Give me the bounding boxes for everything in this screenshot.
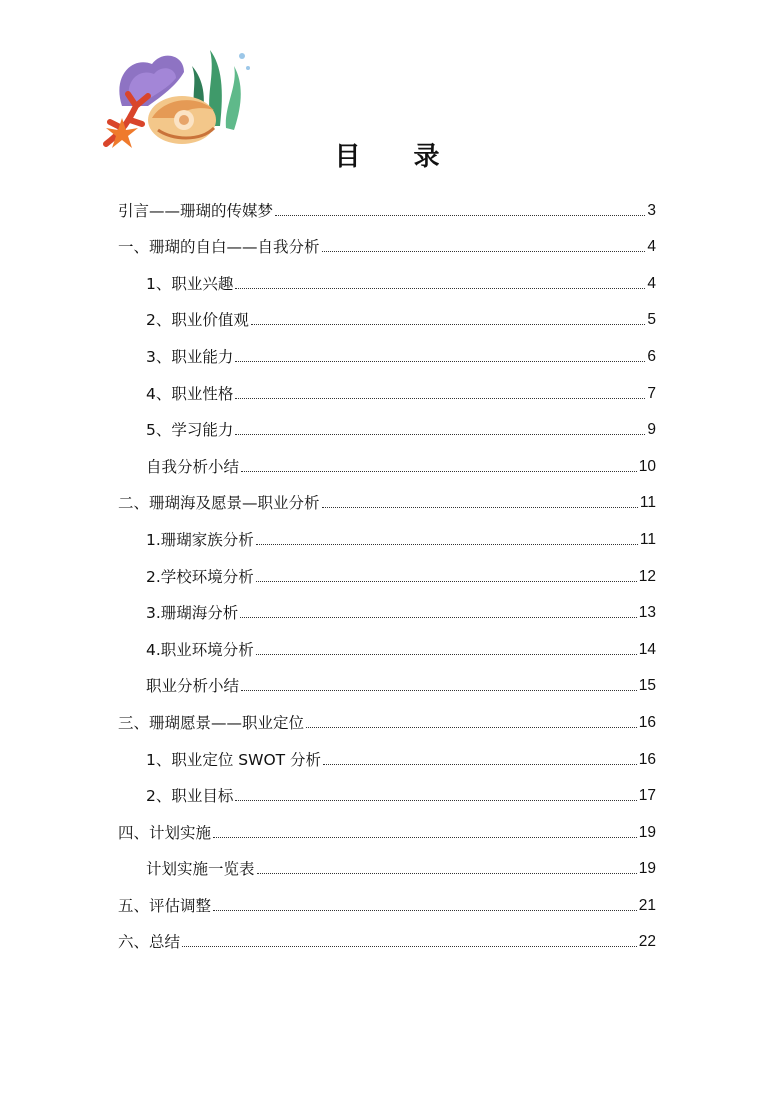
toc-entry-page-number: 10	[638, 457, 656, 475]
toc-entry-page-number: 16	[638, 713, 656, 731]
toc-entry[interactable]	[118, 696, 656, 733]
toc-entry-label: 2、职业目标	[146, 787, 234, 806]
toc-entry-label: 3.珊瑚海分析	[146, 604, 239, 623]
toc-entry-label: 5、学习能力	[146, 421, 234, 440]
toc-entry-page-number: 15	[638, 677, 656, 695]
toc-entry-page-number: 4	[647, 274, 656, 292]
toc-entry-page-number: 7	[647, 384, 656, 402]
toc-entry-label: 计划实施一览表	[146, 860, 255, 879]
dot-leader	[241, 690, 637, 691]
toc-entry[interactable]	[118, 770, 656, 807]
toc-entry[interactable]	[118, 294, 656, 331]
toc-entry-label: 2、职业价值观	[146, 311, 249, 330]
toc-entry[interactable]	[118, 550, 656, 587]
toc-entry[interactable]	[118, 879, 656, 916]
dot-leader	[322, 507, 638, 508]
toc-entry[interactable]	[118, 660, 656, 697]
toc-entry[interactable]	[118, 221, 656, 258]
dot-leader	[240, 617, 636, 618]
dot-leader	[241, 471, 637, 472]
dot-leader	[275, 215, 645, 216]
toc-entry-page-number: 5	[647, 311, 656, 329]
dot-leader	[235, 361, 645, 362]
toc-entry-page-number: 19	[638, 860, 656, 878]
dot-leader	[256, 544, 638, 545]
toc-entry[interactable]	[118, 623, 656, 660]
toc-entry-label: 一、珊瑚的自白——自我分析	[118, 238, 320, 257]
toc-entry[interactable]	[118, 733, 656, 770]
toc-entry-page-number: 17	[638, 787, 656, 805]
toc-entry-label: 3、职业能力	[146, 347, 234, 366]
toc-entry-label: 1.珊瑚家族分析	[146, 530, 254, 549]
toc-entry[interactable]	[118, 440, 656, 477]
toc-entry[interactable]	[118, 806, 656, 843]
dot-leader	[322, 251, 646, 252]
dot-leader	[306, 727, 637, 728]
toc-entry-label: 2.学校环境分析	[146, 567, 254, 586]
toc-entry-page-number: 14	[638, 640, 656, 658]
toc-entry[interactable]	[118, 477, 656, 514]
dot-leader	[323, 764, 637, 765]
dot-leader	[213, 837, 637, 838]
toc-entry[interactable]	[118, 916, 656, 953]
toc-entry-page-number: 4	[647, 238, 656, 256]
dot-leader	[182, 946, 637, 947]
toc-entry[interactable]	[118, 257, 656, 294]
table-of-contents	[118, 184, 656, 952]
toc-entry[interactable]	[118, 330, 656, 367]
toc-entry-label: 4、职业性格	[146, 384, 234, 403]
toc-entry-page-number: 3	[647, 201, 656, 219]
toc-entry-page-number: 13	[638, 604, 656, 622]
toc-entry-label: 三、珊瑚愿景——职业定位	[118, 713, 305, 732]
toc-entry-page-number: 11	[639, 530, 656, 548]
toc-entry-label: 1、职业兴趣	[146, 274, 234, 293]
toc-entry[interactable]	[118, 184, 656, 221]
toc-entry[interactable]	[118, 513, 656, 550]
toc-entry-page-number: 22	[638, 933, 656, 951]
toc-entry[interactable]	[118, 843, 656, 880]
toc-entry-label: 1、职业定位 SWOT 分析	[146, 750, 322, 769]
page-title: 目 录	[334, 142, 462, 172]
toc-entry-page-number: 12	[638, 567, 656, 585]
dot-leader	[257, 873, 637, 874]
dot-leader	[256, 654, 637, 655]
toc-entry-page-number: 6	[647, 347, 656, 365]
toc-entry-label: 4.职业环境分析	[146, 640, 254, 659]
dot-leader	[235, 398, 645, 399]
toc-entry-label: 引言——珊瑚的传媒梦	[118, 201, 274, 220]
dot-leader	[256, 581, 637, 582]
toc-entry[interactable]	[118, 587, 656, 624]
toc-entry-label: 五、评估调整	[118, 896, 212, 915]
toc-entry-page-number: 9	[647, 421, 656, 439]
dot-leader	[251, 324, 646, 325]
toc-entry-page-number: 19	[638, 823, 656, 841]
toc-entry-label: 自我分析小结	[146, 457, 240, 476]
toc-entry-page-number: 16	[638, 750, 656, 768]
dot-leader	[213, 910, 637, 911]
toc-entry-label: 二、珊瑚海及愿景—职业分析	[118, 494, 320, 513]
toc-entry[interactable]	[118, 404, 656, 441]
toc-entry-label: 六、总结	[118, 933, 181, 952]
toc-entry-label: 四、计划实施	[118, 823, 212, 842]
dot-leader	[235, 288, 645, 289]
toc-entry-page-number: 21	[638, 896, 656, 914]
dot-leader	[235, 434, 645, 435]
toc-entry-label: 职业分析小结	[146, 677, 240, 696]
toc-entry[interactable]	[118, 367, 656, 404]
toc-entry-page-number: 11	[639, 494, 656, 512]
dot-leader	[235, 800, 636, 801]
